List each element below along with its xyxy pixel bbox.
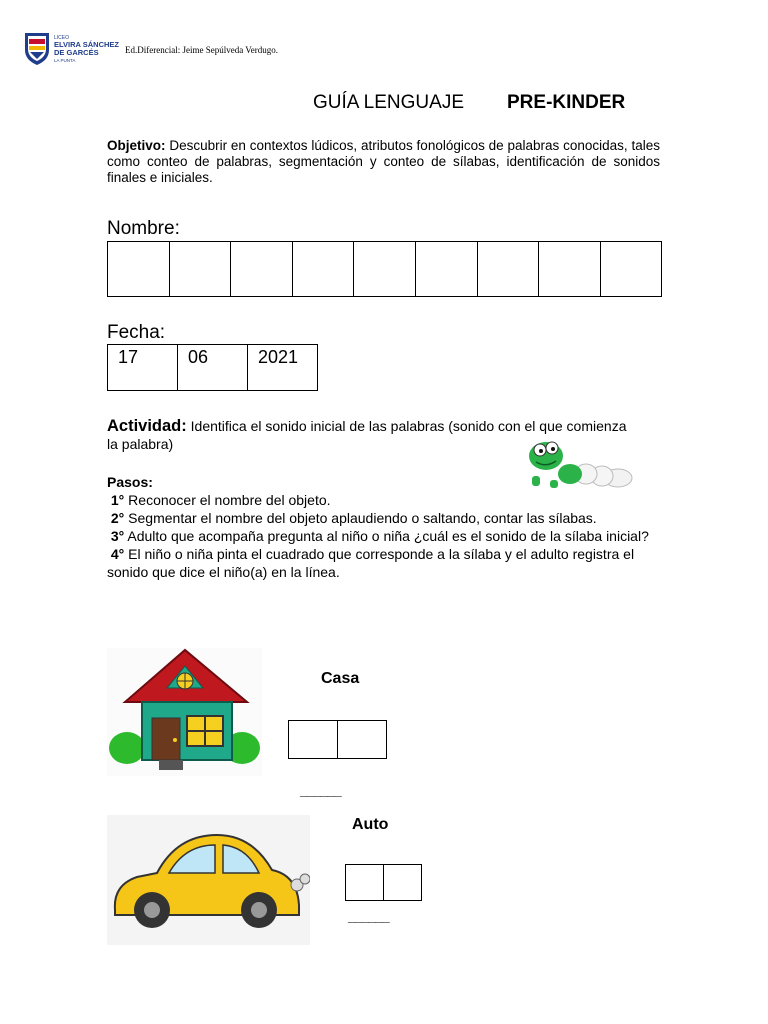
step-text: El niño o niña pinta el cuadrado que corresponde a la sílaba y el adulto registra el sonido que dice el niño(a) en la línea. — [107, 546, 635, 580]
name-box[interactable] — [292, 242, 354, 297]
house-illustration — [107, 648, 262, 781]
date-month: 06 — [178, 345, 248, 391]
car-illustration — [107, 815, 310, 950]
name-box[interactable] — [415, 242, 477, 297]
name-label: Nombre: — [107, 218, 180, 239]
step-number: 3° — [110, 528, 125, 544]
step-item — [107, 509, 662, 527]
objective-text: Descubrir en contextos lúdicos, atributos fonológicos de palabras conocidas, tales como conteo de palabras, segmentación y conteo de sílabas, identificación de sonidos finales e iniciales. — [107, 138, 660, 185]
syllable-box[interactable] — [289, 721, 338, 759]
name-box[interactable] — [477, 242, 539, 297]
syllable-boxes — [345, 864, 422, 901]
school-logo — [22, 30, 122, 66]
objective-label: Objetivo: — [107, 138, 166, 153]
date-label: Fecha: — [107, 322, 166, 343]
name-box[interactable] — [169, 242, 231, 297]
date-grid — [107, 344, 318, 391]
name-box[interactable] — [108, 242, 170, 297]
date-year: 2021 — [248, 345, 318, 391]
syllable-box[interactable] — [384, 865, 422, 901]
svg-text:LICEO: LICEO — [54, 35, 70, 41]
step-item — [107, 491, 662, 509]
activity-label: Actividad: — [107, 417, 187, 435]
step-number: 1° — [110, 492, 125, 508]
step-item — [107, 527, 662, 545]
date-day: 17 — [108, 345, 178, 391]
page-title: GUÍA LENGUAJE — [313, 92, 464, 113]
step-number: 2° — [110, 510, 125, 526]
steps-list — [107, 473, 662, 581]
grade-level: PRE-KINDER — [507, 92, 626, 113]
syllable-box[interactable] — [346, 865, 384, 901]
step-text: Segmentar el nombre del objeto aplaudiendo o saltando, contar las sílabas. — [124, 510, 597, 526]
svg-text:DE GARCÉS: DE GARCÉS — [54, 48, 99, 57]
exercise-word: Auto — [352, 816, 389, 833]
name-box[interactable] — [600, 242, 662, 297]
syllable-box[interactable] — [338, 721, 387, 759]
svg-text:LA PUNTA: LA PUNTA — [54, 58, 76, 63]
name-box[interactable] — [354, 242, 416, 297]
syllable-boxes — [288, 720, 387, 759]
answer-line: ______ — [300, 782, 341, 798]
steps-label: Pasos: — [107, 474, 153, 490]
svg-text:ELVIRA SÁNCHEZ: ELVIRA SÁNCHEZ — [54, 40, 120, 49]
step-item — [107, 545, 662, 581]
objective-paragraph — [107, 138, 660, 186]
step-text: Reconocer el nombre del objeto. — [124, 492, 331, 508]
step-text: Adulto que acompaña pregunta al niño o niña ¿cuál es el sonido de la sílaba inicial? — [124, 528, 649, 544]
activity-text: Identifica el sonido inicial de las palabras (sonido con el que comienza la palabra) — [107, 418, 627, 452]
name-box[interactable] — [539, 242, 601, 297]
name-grid — [107, 241, 662, 297]
answer-line: ______ — [348, 908, 389, 924]
teacher-note: Ed.Diferencial: Jeime Sepúlveda Verdugo. — [125, 45, 279, 55]
exercise-word: Casa — [321, 670, 360, 687]
step-number: 4° — [110, 546, 125, 562]
name-box[interactable] — [231, 242, 293, 297]
